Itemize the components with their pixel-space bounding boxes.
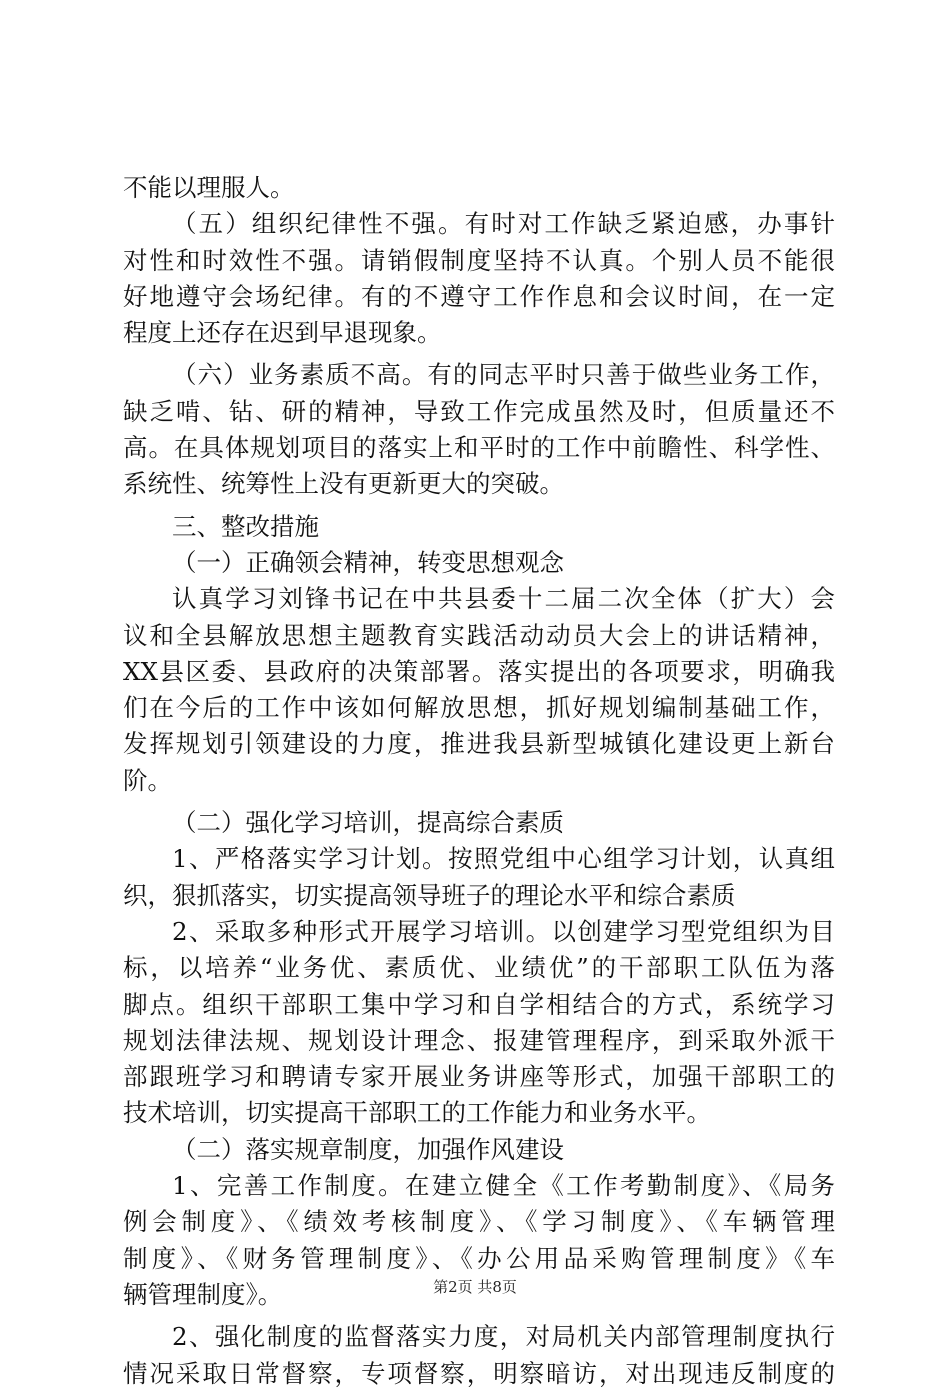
text-line: 1、严格落实学习计划。按照党组中心组学习计划，认真组 bbox=[172, 844, 835, 874]
text-line: 阶。 bbox=[123, 765, 172, 795]
text-line: 标，以培养“业务优、素质优、业绩优”的干部职工队伍为落 bbox=[123, 953, 835, 983]
text-line: 发挥规划引领建设的力度，推进我县新型城镇化建设更上新台 bbox=[123, 729, 835, 759]
text-line: （二）强化学习培训，提高综合素质 bbox=[172, 808, 564, 838]
text-line: 情况采取日常督察，专项督察，明察暗访，对出现违反制度的 bbox=[123, 1358, 835, 1388]
text-line: （一）正确领会精神，转变思想观念 bbox=[172, 547, 564, 577]
text-line: 三、整改措施 bbox=[172, 511, 319, 541]
text-line: 部跟班学习和聘请专家开展业务讲座等形式，加强干部职工的 bbox=[123, 1062, 835, 1092]
text-line: （六）业务素质不高。有的同志平时只善于做些业务工作， bbox=[172, 360, 835, 390]
text-line: 2、强化制度的监督落实力度，对局机关内部管理制度执行 bbox=[172, 1322, 835, 1352]
page-number: 第2页 共8页 bbox=[433, 1278, 517, 1296]
text-line: 2、采取多种形式开展学习培训。以创建学习型党组织为目 bbox=[172, 916, 835, 946]
text-line: 技术培训，切实提高干部职工的工作能力和业务水平。 bbox=[123, 1098, 711, 1128]
text-line: 好地遵守会场纪律。有的不遵守工作作息和会议时间，在一定 bbox=[123, 281, 835, 311]
text-line: （二）落实规章制度，加强作风建设 bbox=[172, 1134, 564, 1164]
text-line: 高。在具体规划项目的落实上和平时的工作中前瞻性、科学性、 bbox=[123, 433, 835, 463]
text-line: XX县区委、县政府的决策部署。落实提出的各项要求，明确我 bbox=[123, 656, 835, 686]
document-body bbox=[123, 170, 835, 1392]
text-line: 不能以理服人。 bbox=[123, 173, 295, 202]
text-line: 系统性、统筹性上没有更新更大的突破。 bbox=[123, 469, 564, 499]
text-line: 议和全县解放思想主题教育实践活动动员大会上的讲话精神， bbox=[123, 620, 835, 650]
text-line: 认真学习刘锋书记在中共县委十二届二次全体（扩大）会 bbox=[172, 584, 835, 614]
text-line: 程度上还存在迟到早退现象。 bbox=[123, 318, 442, 348]
text-line: 缺乏啃、钻、研的精神，导致工作完成虽然及时，但质量还不 bbox=[123, 396, 835, 426]
text-line: 制度》、《财务管理制度》、《办公用品采购管理制度》《车 bbox=[123, 1243, 835, 1273]
text-line: 辆管理制度》。 bbox=[123, 1279, 283, 1309]
text-line: 例会制度》、《绩效考核制度》、《学习制度》、《车辆管理 bbox=[123, 1207, 835, 1237]
text-line: （五）组织纪律性不强。有时对工作缺乏紧迫感，办事针 bbox=[172, 209, 835, 239]
text-line: 对性和时效性不强。请销假制度坚持不认真。个别人员不能很 bbox=[123, 245, 835, 275]
text-line: 们在今后的工作中该如何解放思想，抓好规划编制基础工作， bbox=[123, 693, 835, 723]
text-line: 规划法律法规、规划设计理念、报建管理程序，到采取外派干 bbox=[123, 1025, 835, 1055]
text-line: 脚点。组织干部职工集中学习和自学相结合的方式，系统学习 bbox=[123, 989, 835, 1019]
text-line: 1、完善工作制度。在建立健全《工作考勤制度》、《局务 bbox=[172, 1171, 835, 1201]
text-line: 织，狠抓落实，切实提高领导班子的理论水平和综合素质 bbox=[123, 880, 736, 910]
